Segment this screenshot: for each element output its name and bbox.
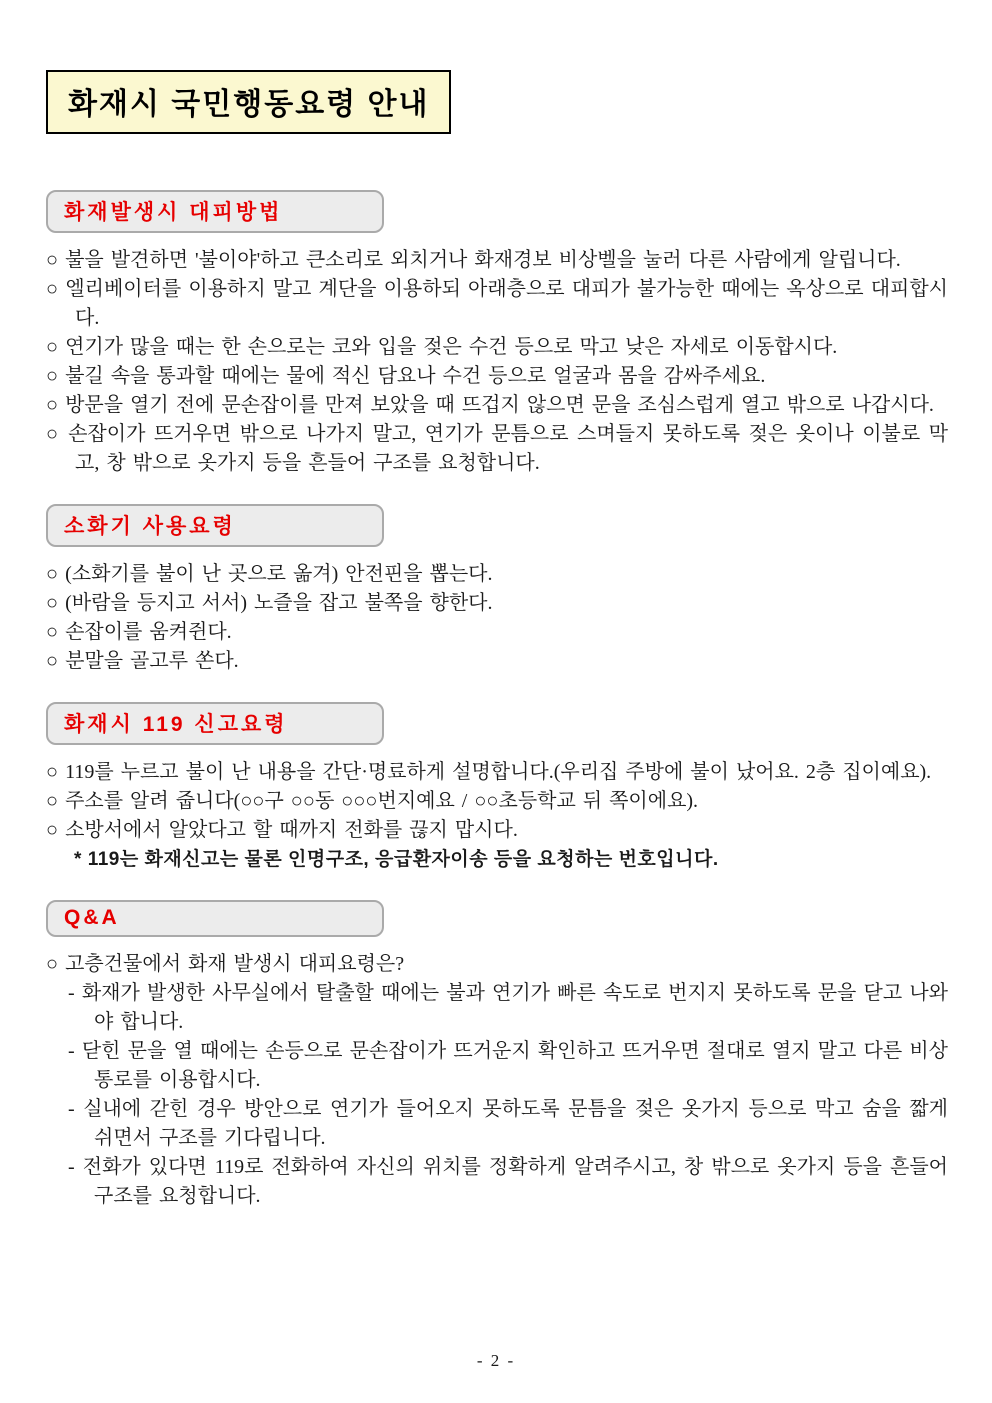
list-item-text: 손잡이를 움켜쥔다. xyxy=(65,621,232,643)
list-item xyxy=(46,391,948,420)
list-item-text: 방문을 열기 전에 문손잡이를 만져 보았을 때 뜨겁지 않으면 문을 조심스럽게 열고 밖으로 나갑시다. xyxy=(65,394,934,416)
list-item-text: 연기가 많을 때는 한 손으로는 코와 입을 젖은 수건 등으로 막고 낮은 자세로 이동합시다. xyxy=(65,336,838,358)
answer-item xyxy=(68,979,948,1037)
circle-bullet-icon: ○ xyxy=(46,819,59,841)
answer-item xyxy=(68,1037,948,1095)
list-item-text: 불길 속을 통과할 때에는 물에 적신 담요나 수건 등으로 얼굴과 몸을 감싸주세요. xyxy=(65,365,766,387)
answer-text: 실내에 갇힌 경우 방안으로 연기가 들어오지 못하도록 문틈을 젖은 옷가지 등으로 막고 숨을 짧게 쉬면서 구조를 기다립니다. xyxy=(83,1098,948,1149)
list-item xyxy=(46,787,948,816)
list-item-text: 분말을 골고루 쏜다. xyxy=(65,650,239,672)
list-item xyxy=(46,816,948,845)
answer-text: 닫힌 문을 열 때에는 손등으로 문손잡이가 뜨거운지 확인하고 뜨거우면 절대로 열지 말고 다른 비상통로를 이용합시다. xyxy=(81,1040,948,1091)
section-qna xyxy=(46,900,948,1211)
section-heading: 화재발생시 대피방법 xyxy=(46,190,384,233)
list-item-text: (소화기를 불이 난 곳으로 옮겨) 안전핀을 뽑는다. xyxy=(65,563,493,585)
list-item xyxy=(46,589,948,618)
circle-bullet-icon: ○ xyxy=(46,761,59,783)
circle-bullet-icon: ○ xyxy=(46,563,59,585)
list-item xyxy=(46,560,948,589)
list-item-text: 119를 누르고 불이 난 내용을 간단·명료하게 설명합니다.(우리집 주방에 불이 났어요. 2층 집이예요). xyxy=(65,761,932,783)
note-text: 119는 화재신고는 물론 인명구조, 응급환자이송 등을 요청하는 번호입니다. xyxy=(87,849,719,870)
question-text: 고층건물에서 화재 발생시 대피요령은? xyxy=(65,953,405,975)
list-item xyxy=(46,618,948,647)
section-heading: 화재시 119 신고요령 xyxy=(46,702,384,745)
circle-bullet-icon: ○ xyxy=(46,336,59,358)
circle-bullet-icon: ○ xyxy=(46,423,60,445)
section-heading: 소화기 사용요령 xyxy=(46,504,384,547)
dash-bullet-icon: - xyxy=(68,1098,75,1120)
section-evacuation xyxy=(46,190,948,478)
list-item xyxy=(46,246,948,275)
list-item xyxy=(46,362,948,391)
note-line xyxy=(74,845,948,874)
dash-bullet-icon: - xyxy=(68,1040,75,1062)
answer-text: 화재가 발생한 사무실에서 탈출할 때에는 불과 연기가 빠른 속도로 번지지 못하도록 문을 닫고 나와야 합니다. xyxy=(81,982,948,1033)
circle-bullet-icon: ○ xyxy=(46,790,59,812)
page-title: 화재시 국민행동요령 안내 xyxy=(46,70,451,134)
answer-text: 전화가 있다면 119로 전화하여 자신의 위치를 정확하게 알려주시고, 창 밖으로 옷가지 등을 흔들어 구조를 요청합니다. xyxy=(82,1156,949,1207)
list-item xyxy=(46,420,948,478)
circle-bullet-icon: ○ xyxy=(46,249,59,271)
list-item-text: 엘리베이터를 이용하지 말고 계단을 이용하되 아래층으로 대피가 불가능한 때에는 옥상으로 대피합시다. xyxy=(65,278,948,329)
page-number: - 2 - xyxy=(476,1351,516,1370)
list-item xyxy=(46,275,948,333)
dash-bullet-icon: - xyxy=(68,982,75,1004)
bullet-list xyxy=(46,758,948,874)
bullet-list xyxy=(46,246,948,478)
list-item-text: 소방서에서 알았다고 할 때까지 전화를 끊지 맙시다. xyxy=(65,819,518,841)
circle-bullet-icon: ○ xyxy=(46,953,59,975)
qna-list xyxy=(46,950,948,1211)
list-item-text: (바람을 등지고 서서) 노즐을 잡고 불쪽을 향한다. xyxy=(65,592,493,614)
list-item xyxy=(46,647,948,676)
circle-bullet-icon: ○ xyxy=(46,365,59,387)
answer-item xyxy=(68,1095,948,1153)
circle-bullet-icon: ○ xyxy=(46,621,59,643)
asterisk-icon: * xyxy=(74,849,82,870)
section-heading: Q&A xyxy=(46,900,384,937)
circle-bullet-icon: ○ xyxy=(46,278,59,300)
dash-bullet-icon: - xyxy=(68,1156,75,1178)
list-item xyxy=(46,333,948,362)
circle-bullet-icon: ○ xyxy=(46,592,59,614)
list-item xyxy=(46,758,948,787)
circle-bullet-icon: ○ xyxy=(46,650,59,672)
section-report-119 xyxy=(46,702,948,874)
circle-bullet-icon: ○ xyxy=(46,394,59,416)
section-extinguisher xyxy=(46,504,948,676)
bullet-list xyxy=(46,560,948,676)
list-item-text: 주소를 알려 줍니다(○○구 ○○동 ○○○번지예요 / ○○초등학교 뒤 쪽이에요). xyxy=(65,790,699,812)
list-item-text: 손잡이가 뜨거우면 밖으로 나가지 말고, 연기가 문틈으로 스며들지 못하도록 젖은 옷이나 이불로 막고, 창 밖으로 옷가지 등을 흔들어 구조를 요청합니다. xyxy=(68,423,948,474)
list-item-text: 불을 발견하면 '불이야'하고 큰소리로 외치거나 화재경보 비상벨을 눌러 다른 사람에게 알립니다. xyxy=(65,249,901,271)
answer-item xyxy=(68,1153,948,1211)
question-item xyxy=(46,950,948,979)
